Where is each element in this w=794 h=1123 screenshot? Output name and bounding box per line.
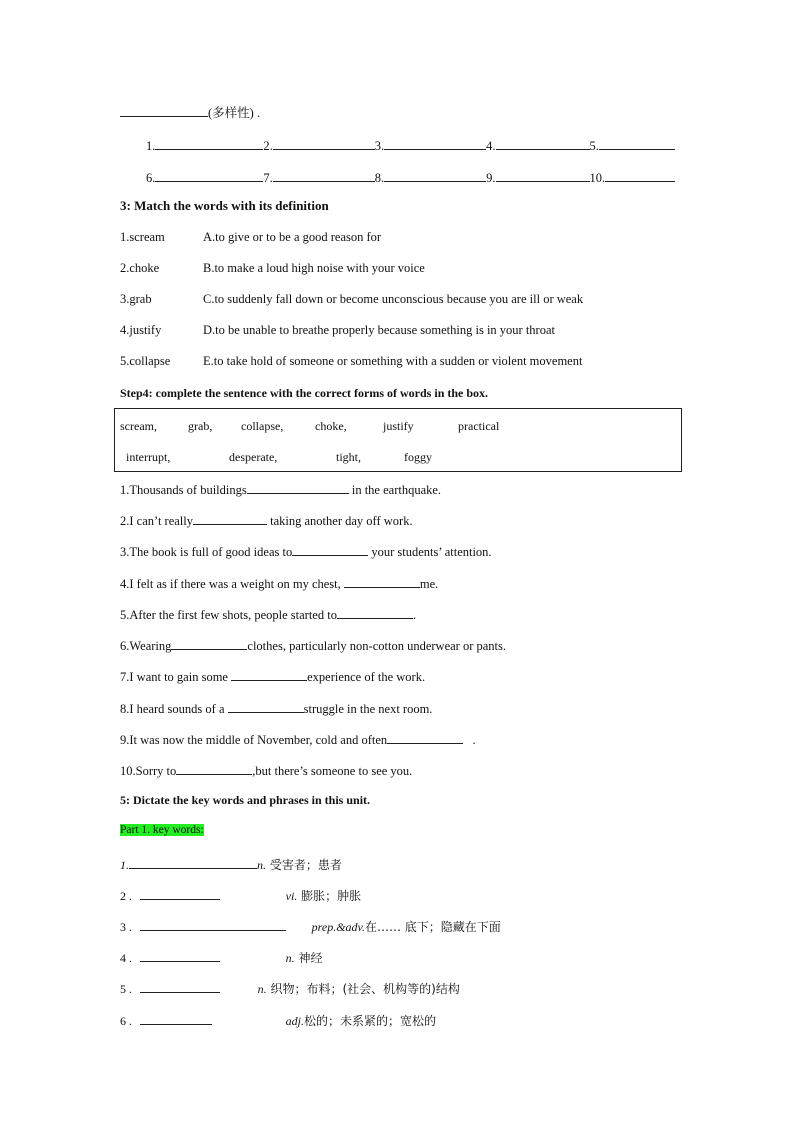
number-label: 5. <box>589 139 599 153</box>
box-word: practical <box>458 419 500 433</box>
match-definition: E.to take hold of someone or something with a sudden or violent movement <box>203 354 583 368</box>
box-word: foggy <box>404 450 432 464</box>
answer-blank[interactable] <box>247 481 349 494</box>
sentence <box>120 606 416 623</box>
answer-blank[interactable] <box>605 169 675 182</box>
vocab-meaning: 松的；未系紧的；宽松的 <box>303 1014 436 1028</box>
answer-blank[interactable] <box>496 169 590 182</box>
box-word: collapse, <box>241 419 284 433</box>
answer-blank[interactable] <box>140 949 220 962</box>
number-label: 8. <box>374 171 385 185</box>
vocab-number: 6 . <box>120 1014 132 1028</box>
sentence-text: . <box>412 608 417 622</box>
answer-blank[interactable] <box>231 668 307 681</box>
vocab-pos: n. <box>257 858 266 872</box>
box-word: interrupt, <box>126 450 171 464</box>
answer-blank[interactable] <box>155 169 263 182</box>
vocab-meaning: 在…… 底下；隐藏在下面 <box>364 920 501 934</box>
part1-label <box>120 824 204 836</box>
section5-heading: 5: Dictate the key words and phrases in this unit. <box>120 793 371 807</box>
number-label: 10. <box>589 171 606 185</box>
sentence-text: your students’ attention. <box>368 545 492 559</box>
vocab-item <box>120 980 460 997</box>
part1-highlight: Part 1. key words: <box>120 824 204 836</box>
sentence <box>120 481 441 498</box>
match-definition: C.to suddenly fall down or become unconscious because you are ill or weak <box>203 292 584 306</box>
section3-heading: 3: Match the words with its definition <box>120 198 329 213</box>
answer-blank[interactable] <box>140 918 286 931</box>
number-label: 9. <box>486 171 496 185</box>
box-word: grab, <box>188 419 213 433</box>
answer-blank[interactable] <box>176 762 252 775</box>
sentence <box>120 543 492 560</box>
match-definition: A.to give or to be a good reason for <box>203 230 382 244</box>
answer-blank[interactable] <box>273 137 375 150</box>
answer-blank[interactable] <box>129 856 257 869</box>
sentence <box>120 762 412 779</box>
number-label: 6. <box>146 171 156 185</box>
vocab-number: 1. <box>120 858 129 872</box>
match-word: 1.scream <box>120 230 165 244</box>
vocab-item <box>120 918 501 935</box>
answer-blank[interactable] <box>140 1012 212 1025</box>
number-row-2 <box>146 169 675 186</box>
sentence-text: 3.The book is full of good ideas to <box>120 545 293 559</box>
answer-blank[interactable] <box>384 169 486 182</box>
sentence-text: 2.I can’t really <box>120 514 193 528</box>
vocab-pos: n. <box>285 951 295 965</box>
vocab-item <box>120 949 322 966</box>
sentence <box>120 731 476 748</box>
number-label: 1. <box>146 139 156 153</box>
sentence <box>120 637 506 654</box>
match-word: 2.choke <box>120 261 160 275</box>
vocab-item <box>120 1012 436 1029</box>
sentence-text: 10.Sorry to <box>120 764 177 778</box>
box-word: scream, <box>120 419 157 433</box>
number-label: 2. <box>263 139 273 153</box>
step4-heading: Step4: complete the sentence with the correct forms of words in the box. <box>120 386 489 400</box>
sentence-text: ,but there’s someone to see you. <box>252 764 413 778</box>
answer-blank[interactable] <box>228 700 304 713</box>
number-label: 4. <box>486 139 496 153</box>
match-definition: D.to be unable to breathe properly because something is in your throat <box>203 323 555 337</box>
word-box <box>114 408 682 472</box>
vocab-pos: n. <box>257 982 267 996</box>
sentence <box>120 512 413 529</box>
answer-blank[interactable] <box>599 137 675 150</box>
number-label: 7. <box>263 171 273 185</box>
match-definition: B.to make a loud high noise with your voice <box>203 261 425 275</box>
vocab-meaning: 织物；布料；(社会、机构等的)结构 <box>266 982 460 996</box>
answer-blank[interactable] <box>496 137 590 150</box>
sentence-text: 9.It was now the middle of November, cold and often <box>120 733 388 747</box>
top-line <box>120 103 260 121</box>
sentence-text: 4.I felt as if there was a weight on my chest, <box>120 577 344 591</box>
sentence-text: struggle in the next room. <box>303 702 433 716</box>
vocab-pos: vi. <box>285 889 298 903</box>
match-word: 4.justify <box>120 323 162 337</box>
answer-blank[interactable] <box>384 137 486 150</box>
sentence-text: me. <box>419 577 439 591</box>
sentence-text: 1.Thousands of buildings <box>120 483 247 497</box>
answer-blank[interactable] <box>193 512 267 525</box>
vocab-meaning: 受害者；患者 <box>266 858 342 872</box>
vocab-pos: adj. <box>285 1014 304 1028</box>
vocab-item <box>120 887 361 904</box>
sentence-text: . <box>463 733 476 747</box>
vocab-number: 4 . <box>120 951 132 965</box>
match-word: 3.grab <box>120 292 152 306</box>
vocab-meaning: 神经 <box>294 951 323 965</box>
answer-blank[interactable] <box>387 731 463 744</box>
box-word: desperate, <box>229 450 278 464</box>
answer-blank[interactable] <box>120 104 208 117</box>
answer-blank[interactable] <box>140 980 220 993</box>
sentence-text: clothes, particularly non-cotton underwear or pants. <box>247 639 506 653</box>
top-line-suffix: (多样性) . <box>208 106 261 120</box>
answer-blank[interactable] <box>140 887 220 900</box>
box-word: choke, <box>315 419 347 433</box>
match-word: 5.collapse <box>120 354 171 368</box>
vocab-number: 5 . <box>120 982 132 996</box>
sentence-text: 7.I want to gain some <box>120 670 232 684</box>
sentence-text: 6.Wearing <box>120 639 172 653</box>
sentence-text: taking another day off work. <box>267 514 413 528</box>
sentence-text: 5.After the first few shots, people started to <box>120 608 337 622</box>
sentence <box>120 700 432 717</box>
answer-blank[interactable] <box>273 169 375 182</box>
answer-blank[interactable] <box>337 606 413 619</box>
vocab-pos: prep.&adv. <box>311 920 365 934</box>
sentence <box>120 575 438 592</box>
answer-blank[interactable] <box>344 575 420 588</box>
number-label: 3. <box>374 139 385 153</box>
box-word: tight, <box>336 450 362 464</box>
sentence-text: 8.I heard sounds of a <box>120 702 228 716</box>
box-word: justify <box>383 419 414 433</box>
vocab-item <box>120 856 342 873</box>
answer-blank[interactable] <box>155 137 263 150</box>
sentence <box>120 668 425 685</box>
number-row-1 <box>146 137 675 154</box>
answer-blank[interactable] <box>292 543 368 556</box>
sentence-text: in the earthquake. <box>348 483 442 497</box>
vocab-number: 2 . <box>120 889 132 903</box>
vocab-number: 3 . <box>120 920 132 934</box>
sentence-text: experience of the work. <box>307 670 426 684</box>
vocab-meaning: 膨胀；肿胀 <box>297 889 362 903</box>
answer-blank[interactable] <box>171 637 247 650</box>
